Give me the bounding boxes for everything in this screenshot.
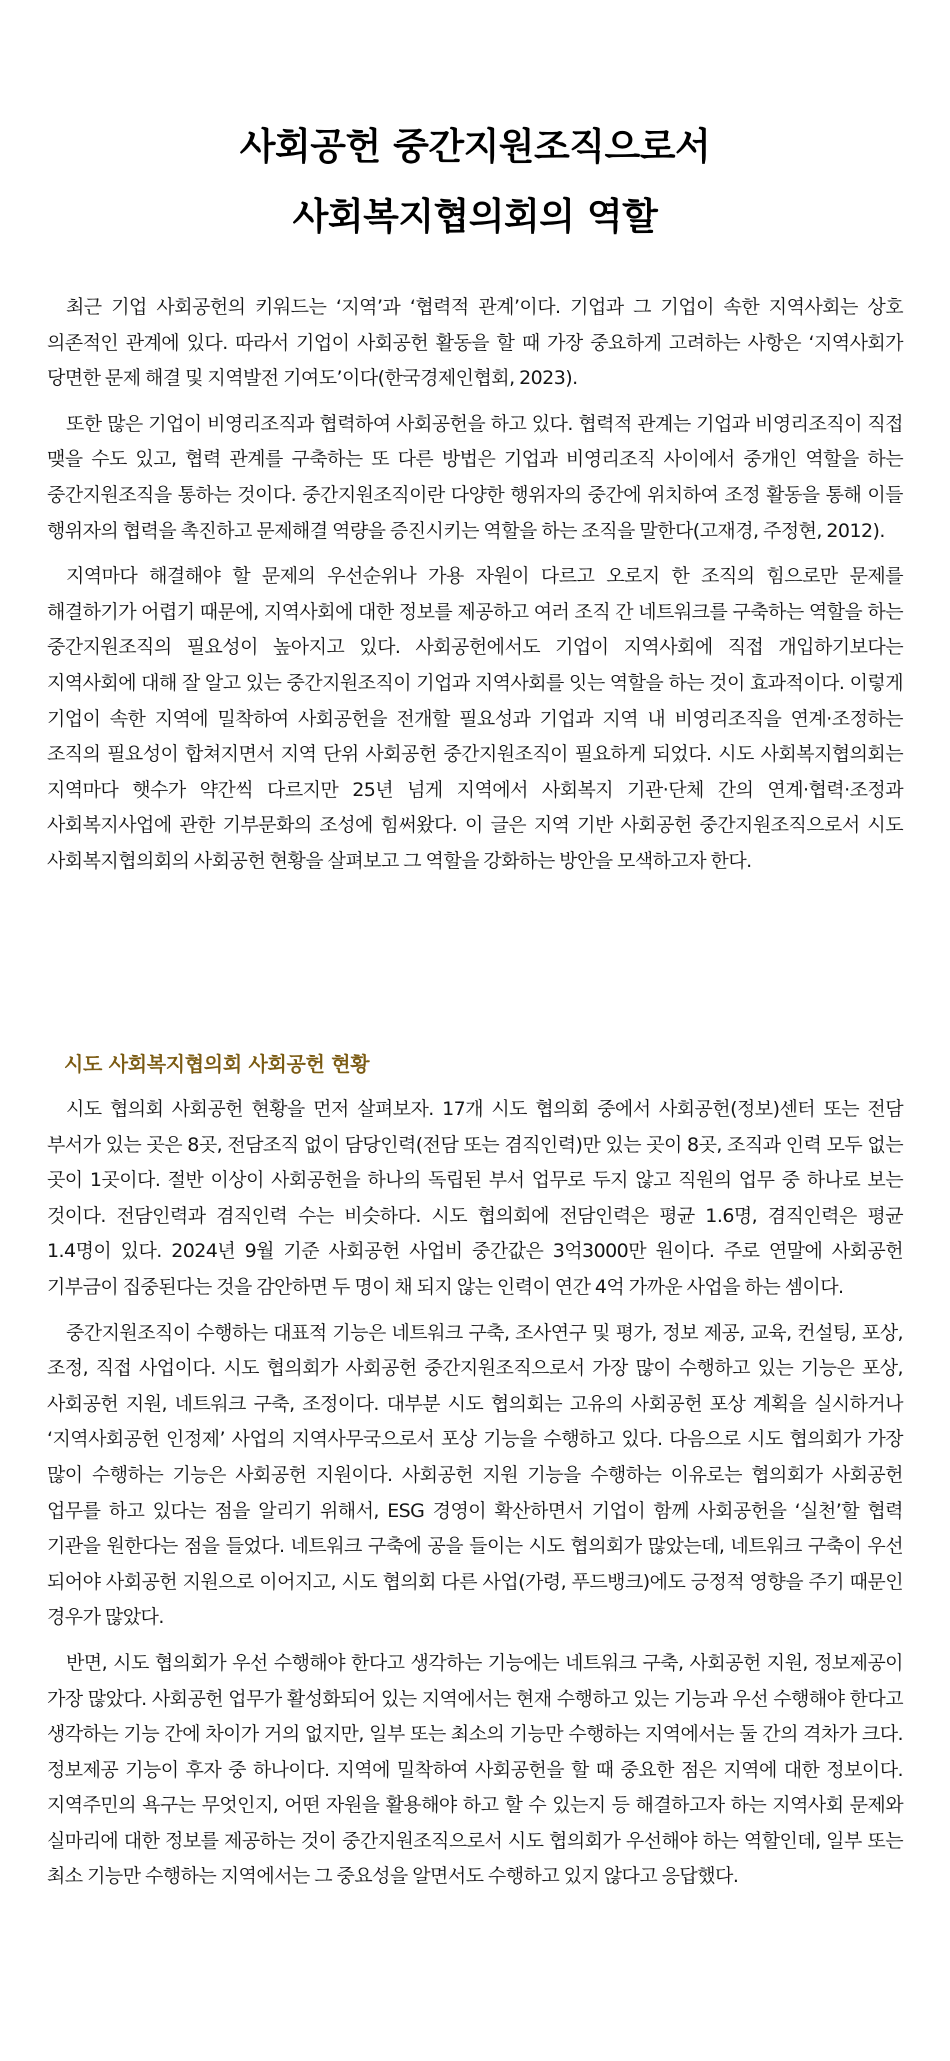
section-paragraph-2: 중간지원조직이 수행하는 대표적 기능은 네트워크 구축, 조사연구 및 평가, 정보 제공, 교육, 컨설팅, 포상, 조정, 직접 사업이다. 시도 협의회가 사회공헌 중간지원조직으로서 가장 많이 수행하고 있는 기능은 포상, 사회공헌 지원, 네트워크 구축, 조정이다. 대부분 시도 협의회는 고유의 사회공헌 포상 계획을 실시하거나 ‘지역사회공헌 인정제’ 사업의 지역사무국으로서 포상 기능을 수행하고 있다. 다음으로 시도 협의회가 가장 많이 수행하는 기능은 사회공헌 지원이다. 사회공헌 지원 기능을 수행하는 이유로는 협의회가 사회공헌 업무를 하고 있다는 점을 알리기 위해서, ESG 경영이 확산하면서 기업이 함께 사회공헌을 ‘실천’할 협력 기관을 원한다는 점을 들었다. 네트워크 구축에 공을 들이는 시도 협의회가 많았는데, 네트워크 구축이 우선 되어야 사회공헌 지원으로 이어지고, 시도 협의회 다른 사업(가령, 푸드뱅크)에도 긍정적 영향을 주기 때문인 경우가 많았다. — [47, 1321, 903, 1629]
status-section — [47, 1092, 903, 1905]
section-paragraph-1: 시도 협의회 사회공헌 현황을 먼저 살펴보자. 17개 시도 협의회 중에서 사회공헌(정보)센터 또는 전담 부서가 있는 곳은 8곳, 전담조직 없이 담당인력(전담 또는 겸직인력)만 있는 곳이 8곳, 조직과 인력 모두 없는 곳이 1곳이다. 절반 이상이 사회공헌을 하나의 독립된 부서 업무로 두지 않고 직원의 업무 중 하나로 보는 것이다. 전담인력과 겸직인력 수는 비슷하다. 시도 협의회에 전담인력은 평균 1.6명, 겸직인력은 평균 1.4명이 있다. 2024년 9월 기준 사회공헌 사업비 중간값은 3억3000만 원이다. 주로 연말에 사회공헌 기부금이 집중된다는 것을 감안하면 두 명이 채 되지 않는 인력이 연간 4억 가까운 사업을 하는 셈이다. — [47, 1098, 903, 1298]
section-heading: 시도 사회복지협의회 사회공헌 현황 — [64, 1052, 370, 1076]
article-title — [0, 112, 950, 252]
intro-paragraph-1: 최근 기업 사회공헌의 키워드는 ‘지역’과 ‘협력적 관계’이다. 기업과 그 기업이 속한 지역사회는 상호 의존적인 관계에 있다. 따라서 기업이 사회공헌 활동을 할 때 가장 중요하게 고려하는 사항은 ‘지역사회가 당면한 문제 해결 및 지역발전 기여도’이다(한국경제인협회, 2023). — [47, 296, 903, 390]
section-paragraph-3: 반면, 시도 협의회가 우선 수행해야 한다고 생각하는 기능에는 네트워크 구축, 사회공헌 지원, 정보제공이 가장 많았다. 사회공헌 업무가 활성화되어 있는 지역에서는 현재 수행하고 있는 기능과 우선 수행해야 한다고 생각하는 기능 간에 차이가 거의 없지만, 일부 또는 최소의 기능만 수행하는 지역에서는 둘 간의 격차가 크다. 정보제공 기능이 후자 중 하나이다. 지역에 밀착하여 사회공헌을 할 때 중요한 점은 지역에 대한 정보이다. 지역주민의 욕구는 무엇인지, 어떤 자원을 활용해야 하고 할 수 있는지 등 해결하고자 하는 지역사회 문제와 실마리에 대한 정보를 제공하는 것이 중간지원조직으로서 시도 협의회가 우선해야 하는 역할인데, 일부 또는 최소 기능만 수행하는 지역에서는 그 중요성을 알면서도 수행하고 있지 않다고 응답했다. — [47, 1651, 903, 1888]
intro-paragraph-2: 또한 많은 기업이 비영리조직과 협력하여 사회공헌을 하고 있다. 협력적 관계는 기업과 비영리조직이 직접 맺을 수도 있고, 협력 관계를 구축하는 또 다른 방법은 기업과 비영리조직 사이에서 중개인 역할을 하는 중간지원조직을 통하는 것이다. 중간지원조직이란 다양한 행위자의 중간에 위치하여 조정 활동을 통해 이들 행위자의 협력을 촉진하고 문제해결 역량을 증진시키는 역할을 하는 조직을 말한다(고재경, 주정현, 2012). — [47, 412, 903, 542]
title-line-2: 사회복지협의회의 역할 — [292, 195, 658, 238]
title-line-1: 사회공헌 중간지원조직으로서 — [239, 125, 711, 168]
intro-section — [47, 290, 903, 890]
intro-paragraph-3: 지역마다 해결해야 할 문제의 우선순위나 가용 자원이 다르고 오로지 한 조직의 힘으로만 문제를 해결하기가 어렵기 때문에, 지역사회에 대한 정보를 제공하고 여러 조직 간 네트워크를 구축하는 역할을 하는 중간지원조직의 필요성이 높아지고 있다. 사회공헌에서도 기업이 지역사회에 직접 개입하기보다는 지역사회에 대해 잘 알고 있는 중간지원조직이 기업과 지역사회를 잇는 역할을 하는 것이 효과적이다. 이렇게 기업이 속한 지역에 밀착하여 사회공헌을 전개할 필요성과 기업과 지역 내 비영리조직을 연계·조정하는 조직의 필요성이 합쳐지면서 지역 단위 사회공헌 중간지원조직이 필요하게 되었다. 시도 사회복지협의회는 지역마다 햇수가 약간씩 다르지만 25년 넘게 지역에서 사회복지 기관·단체 간의 연계·협력·조정과 사회복지사업에 관한 기부문화의 조성에 힘써왔다. 이 글은 지역 기반 사회공헌 중간지원조직으로서 시도 사회복지협의회의 사회공헌 현황을 살펴보고 그 역할을 강화하는 방안을 모색하고자 한다. — [47, 565, 903, 872]
